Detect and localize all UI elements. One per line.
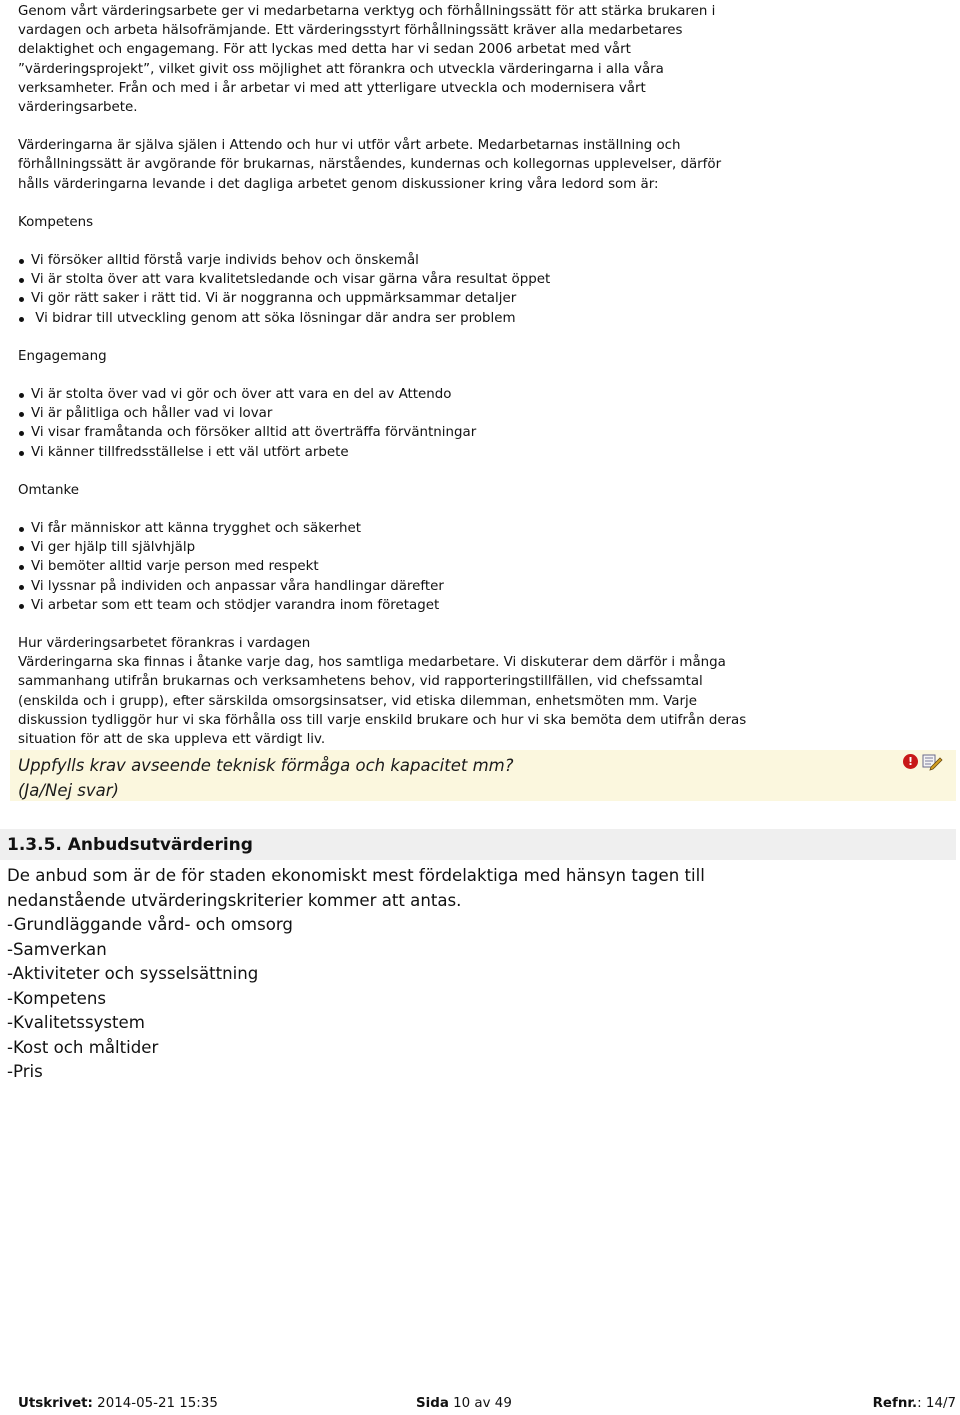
criteria-item: -Pris <box>7 1062 43 1081</box>
value-heading-engagemang: Engagemang <box>18 348 107 364</box>
text-line: förhållningssätt är avgörande för brukarnas, närståendes, kundernas och kollegornas upplevelser, därför <box>18 157 722 173</box>
requirement-question-box <box>10 750 956 801</box>
list-item: Vi får människor att känna trygghet och säkerhet <box>18 519 948 538</box>
bullet-icon <box>19 297 24 302</box>
printed-date: Utskrivet: 2014-05-21 15:35 <box>18 1396 218 1411</box>
criteria-item: -Kvalitetssystem <box>7 1013 145 1032</box>
reference-number: Refnr.: 14/7 <box>872 1396 956 1411</box>
list-item: Vi försöker alltid förstå varje individs behov och önskemål <box>18 251 948 270</box>
text-line: nedanstående utvärderingskriterier kommer att antas. <box>7 890 462 910</box>
value-list-kompetens <box>18 251 948 328</box>
edit-note-icon[interactable] <box>921 753 943 771</box>
text-line: Värderingarna ska finnas i åtanke varje dag, hos samtliga medarbetare. Vi diskuterar dem därför i många <box>18 655 726 671</box>
anchoring-paragraph <box>18 634 948 749</box>
section-title: 1.3.5. Anbudsutvärdering <box>7 835 253 855</box>
value-heading-omtanke: Omtanke <box>18 482 80 498</box>
bullet-icon <box>19 317 24 322</box>
bullet-icon <box>19 431 24 436</box>
bullet-icon <box>19 565 24 570</box>
text-line: delaktighet och engagemang. För att lyckas med detta har vi sedan 2006 arbetat med vårt <box>18 42 631 58</box>
list-item: Vi ger hjälp till självhjälp <box>18 538 948 557</box>
criteria-item: -Grundläggande vård- och omsorg <box>7 915 293 934</box>
criteria-item: -Kompetens <box>7 988 106 1008</box>
list-item: Vi är pålitliga och håller vad vi lovar <box>18 404 948 423</box>
section-header-bar <box>0 829 956 860</box>
value-heading-kompetens: Kompetens <box>18 214 94 230</box>
text-line: ”värderingsprojekt”, vilket givit oss möjlighet att förankra och utveckla värderingarna i alla våra <box>18 61 664 77</box>
text-line: De anbud som är de för staden ekonomiskt mest fördelaktiga med hänsyn tagen till <box>7 866 705 885</box>
criteria-item: -Kost och måltider <box>7 1037 159 1057</box>
bullet-icon <box>19 393 24 398</box>
list-item: Vi bidrar till utveckling genom att söka lösningar där andra ser problem <box>18 309 948 328</box>
list-item: Vi gör rätt saker i rätt tid. Vi är noggranna och uppmärksammar detaljer <box>18 289 948 308</box>
requirement-question: Uppfylls krav avseende teknisk förmåga och kapacitet mm? (Ja/Nej svar) <box>18 756 514 800</box>
list-item: Vi känner tillfredsställelse i ett väl utfört arbete <box>18 443 948 462</box>
bullet-icon <box>19 527 24 532</box>
bullet-icon <box>19 546 24 551</box>
list-item: Vi arbetar som ett team och stödjer varandra inom företaget <box>18 596 948 615</box>
list-item: Vi är stolta över att vara kvalitetsledande och visar gärna våra resultat öppet <box>18 270 948 289</box>
criteria-item: -Samverkan <box>7 939 107 959</box>
bullet-icon <box>19 451 24 456</box>
bullet-icon <box>19 278 24 283</box>
text-line: verksamheter. Från och med i år arbetar vi med att ytterligare utveckla och modernisera vårt <box>18 80 646 96</box>
text-line: hålls värderingarna levande i det dagliga arbetet genom diskussioner kring våra ledord som är: <box>18 176 659 192</box>
text-line: diskussion tydliggör hur vi ska förhålla oss till varje enskild brukare och hur vi ska bemöta dem utifrån deras <box>18 712 747 728</box>
text-line: värderingsarbete. <box>18 100 138 116</box>
text-line: sammanhang utifrån brukarnas och verksamhetens behov, vid rapporteringstillfällen, vid chefssamtal <box>18 674 703 690</box>
value-list-omtanke <box>18 519 948 615</box>
section-body <box>7 864 937 1085</box>
text-line: situation för att de ska uppleva ett värdigt liv. <box>18 732 326 748</box>
page-footer <box>18 1395 956 1415</box>
bullet-icon <box>19 259 24 264</box>
intro-paragraph-2 <box>18 136 948 194</box>
document-content <box>18 2 948 749</box>
list-item: Vi bemöter alltid varje person med respekt <box>18 557 948 576</box>
intro-paragraph-1 <box>18 2 948 117</box>
page-number: Sida 10 av 49 <box>416 1396 512 1411</box>
text-line: (enskilda och i grupp), efter särskilda omsorgsinsatser, vid etiska dilemman, enhetsmöten mm. Varje <box>18 693 697 709</box>
text-line: Värderingarna är själva själen i Attendo och hur vi utför vårt arbete. Medarbetarnas inställning och <box>18 138 681 154</box>
anchoring-heading: Hur värderingsarbetet förankras i vardagen <box>18 636 311 652</box>
bullet-icon <box>19 412 24 417</box>
list-item: Vi visar framåtanda och försöker alltid att överträffa förväntningar <box>18 423 948 442</box>
bullet-icon <box>19 604 24 609</box>
text-line: vardagen och arbeta hälsofrämjande. Ett värderingsstyrt förhållningssätt kräver alla medarbetares <box>18 23 683 39</box>
alert-icon[interactable]: ! <box>903 754 918 769</box>
criteria-item: -Aktiviteter och sysselsättning <box>7 964 259 983</box>
bullet-icon <box>19 585 24 590</box>
list-item: Vi lyssnar på individen och anpassar våra handlingar därefter <box>18 577 948 596</box>
list-item: Vi är stolta över vad vi gör och över att vara en del av Attendo <box>18 385 948 404</box>
text-line: Genom vårt värderingsarbete ger vi medarbetarna verktyg och förhållningssätt för att stärka brukaren i <box>18 4 716 19</box>
value-list-engagemang <box>18 385 948 462</box>
